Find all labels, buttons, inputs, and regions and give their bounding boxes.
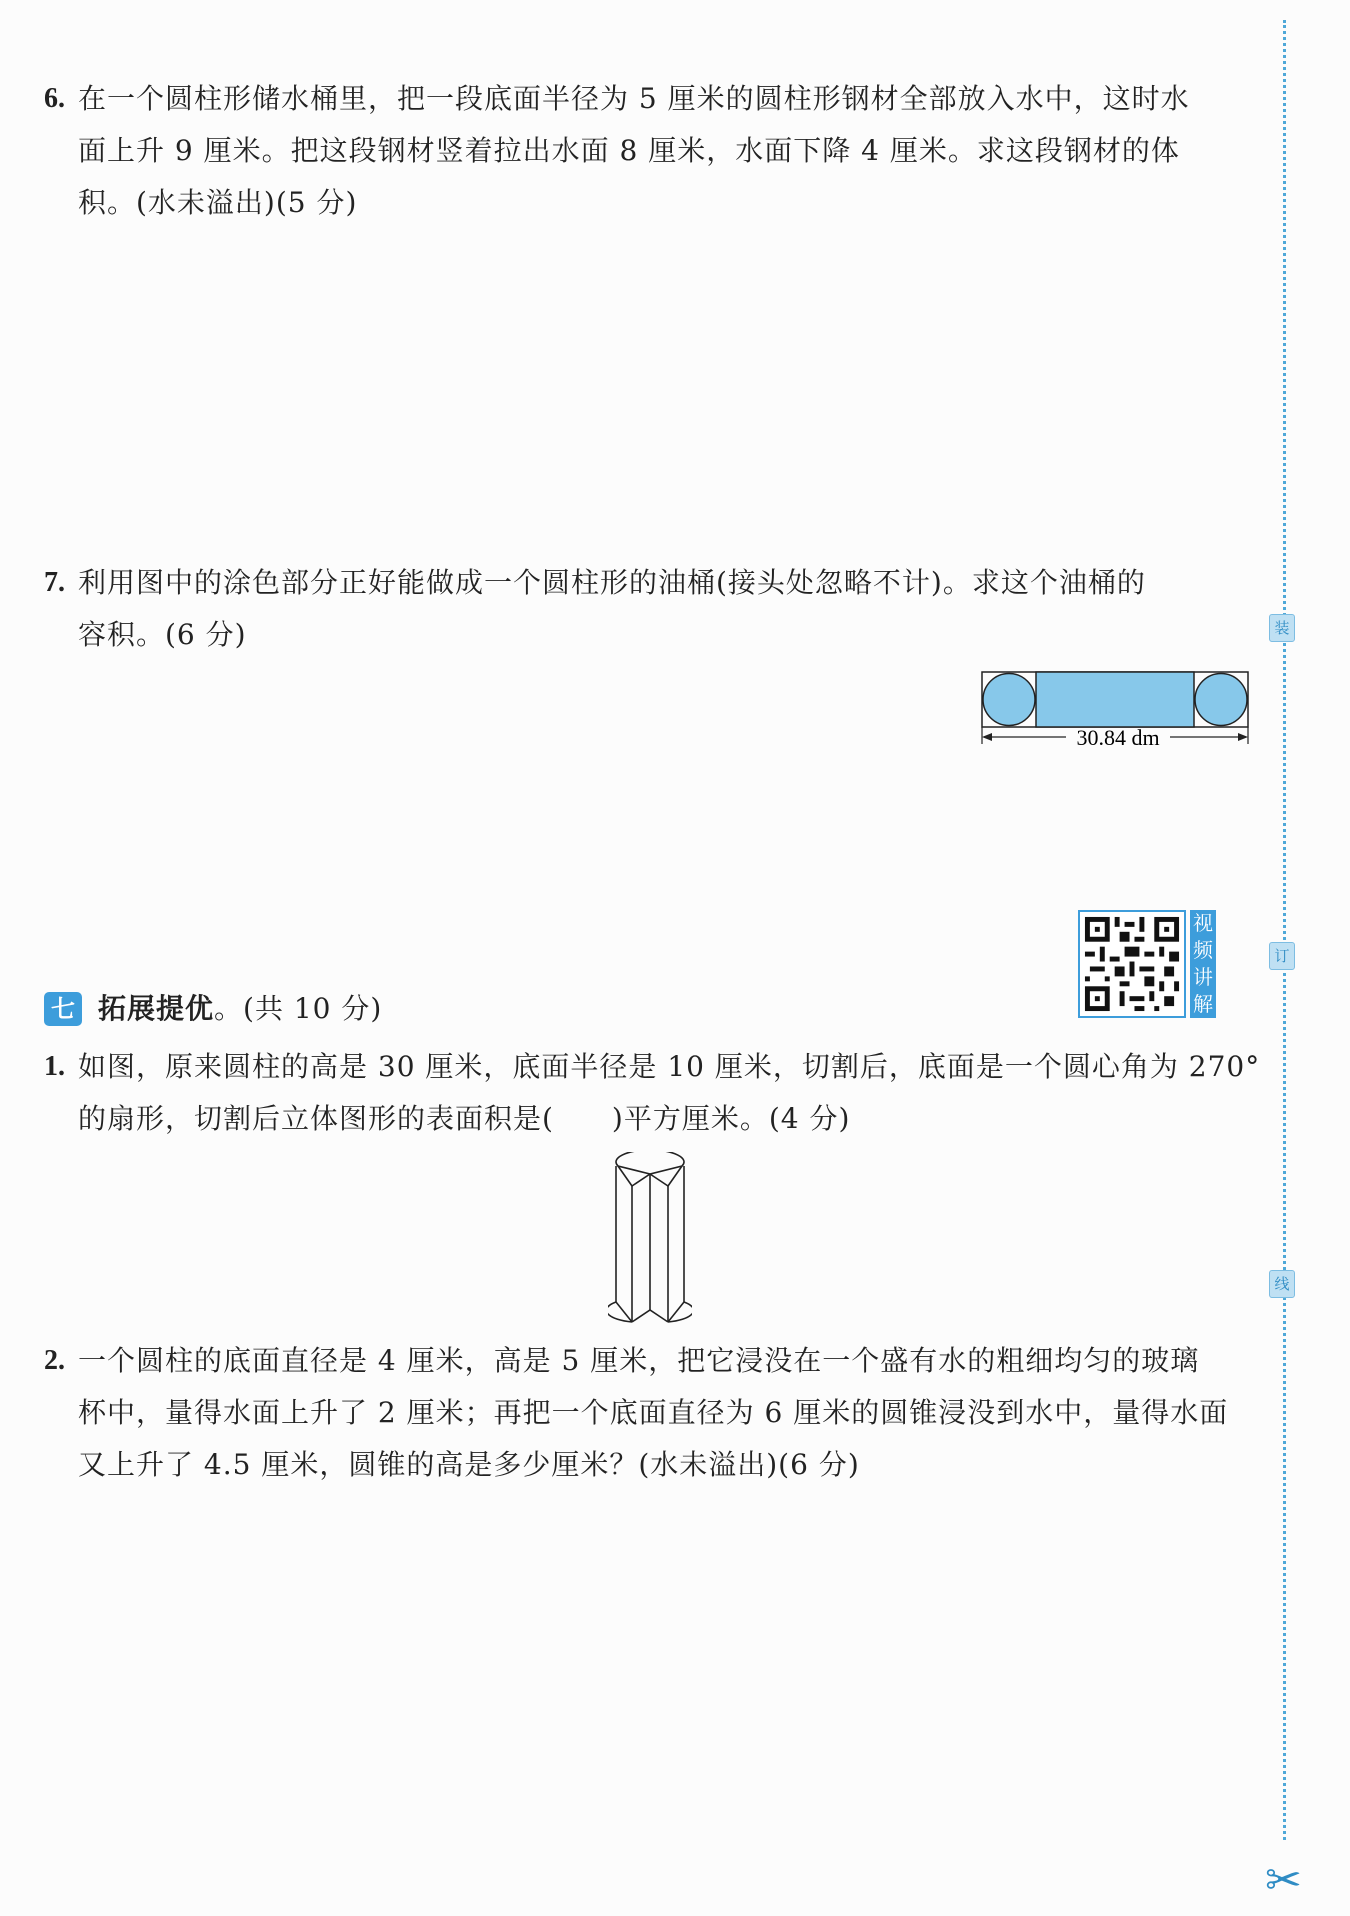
qr-video-box[interactable] — [1078, 910, 1218, 1018]
ext-question-1-number: 1. — [44, 1051, 65, 1082]
net-shaded-rect — [1036, 672, 1194, 727]
question-6-line-3: 积。(水未溢出)(5 分) — [78, 186, 358, 219]
ext-question-1-line-2: 的扇形，切割后立体图形的表面积是( )平方厘米。(4 分) — [78, 1102, 851, 1135]
question-7-number: 7. — [44, 567, 65, 598]
question-7-line-2: 容积。(6 分) — [78, 618, 247, 651]
section-score: 。(共 10 分) — [214, 992, 383, 1025]
cut-line — [1283, 20, 1286, 1840]
ext-question-1-line-1: 如图，原来圆柱的高是 30 厘米，底面半径是 10 厘米，切割后，底面是一个圆心角为 270° — [78, 1050, 1261, 1083]
net-left-circle — [983, 674, 1035, 726]
section-badge: 七 — [44, 992, 82, 1026]
ext-question-2-number: 2. — [44, 1345, 65, 1376]
section-title — [98, 992, 382, 1026]
margin-tab-line: 线 — [1269, 1270, 1295, 1298]
ext-question-2-line-1: 一个圆柱的底面直径是 4 厘米，高是 5 厘米，把它浸没在一个盛有水的粗细均匀的玻璃 — [78, 1344, 1200, 1377]
oil-drum-net-figure — [980, 664, 1260, 754]
question-6-line-1: 在一个圆柱形储水桶里，把一段底面半径为 5 厘米的圆柱形钢材全部放入水中，这时水 — [78, 82, 1190, 115]
question-6-line-2: 面上升 9 厘米。把这段钢材竖着拉出水面 8 厘米，水面下降 4 厘米。求这段钢材的体 — [78, 134, 1180, 167]
cut-cylinder-figure — [608, 1152, 692, 1332]
qr-video-label[interactable]: 视 频 讲 解 — [1190, 910, 1216, 1018]
scissors-icon: ✂ — [1265, 1855, 1302, 1906]
section-title-text: 拓展提优 — [98, 992, 215, 1025]
net-dimension-label: 30.84 dm — [1076, 725, 1160, 750]
ext-question-2-line-2: 杯中，量得水面上升了 2 厘米；再把一个底面直径为 6 厘米的圆锥浸没到水中，量得水面 — [78, 1396, 1229, 1429]
qr-code-icon[interactable] — [1078, 910, 1186, 1018]
net-right-circle — [1195, 674, 1247, 726]
ext-question-2-line-3: 又上升了 4.5 厘米，圆锥的高是多少厘米？(水未溢出)(6 分) — [78, 1448, 860, 1481]
margin-tab-bind: 装 — [1269, 614, 1295, 642]
margin-tab-order: 订 — [1269, 942, 1295, 970]
qr-pattern — [1080, 912, 1184, 1016]
question-7-line-1: 利用图中的涂色部分正好能做成一个圆柱形的油桶(接头处忽略不计)。求这个油桶的 — [78, 566, 1146, 599]
question-6-number: 6. — [44, 83, 65, 114]
